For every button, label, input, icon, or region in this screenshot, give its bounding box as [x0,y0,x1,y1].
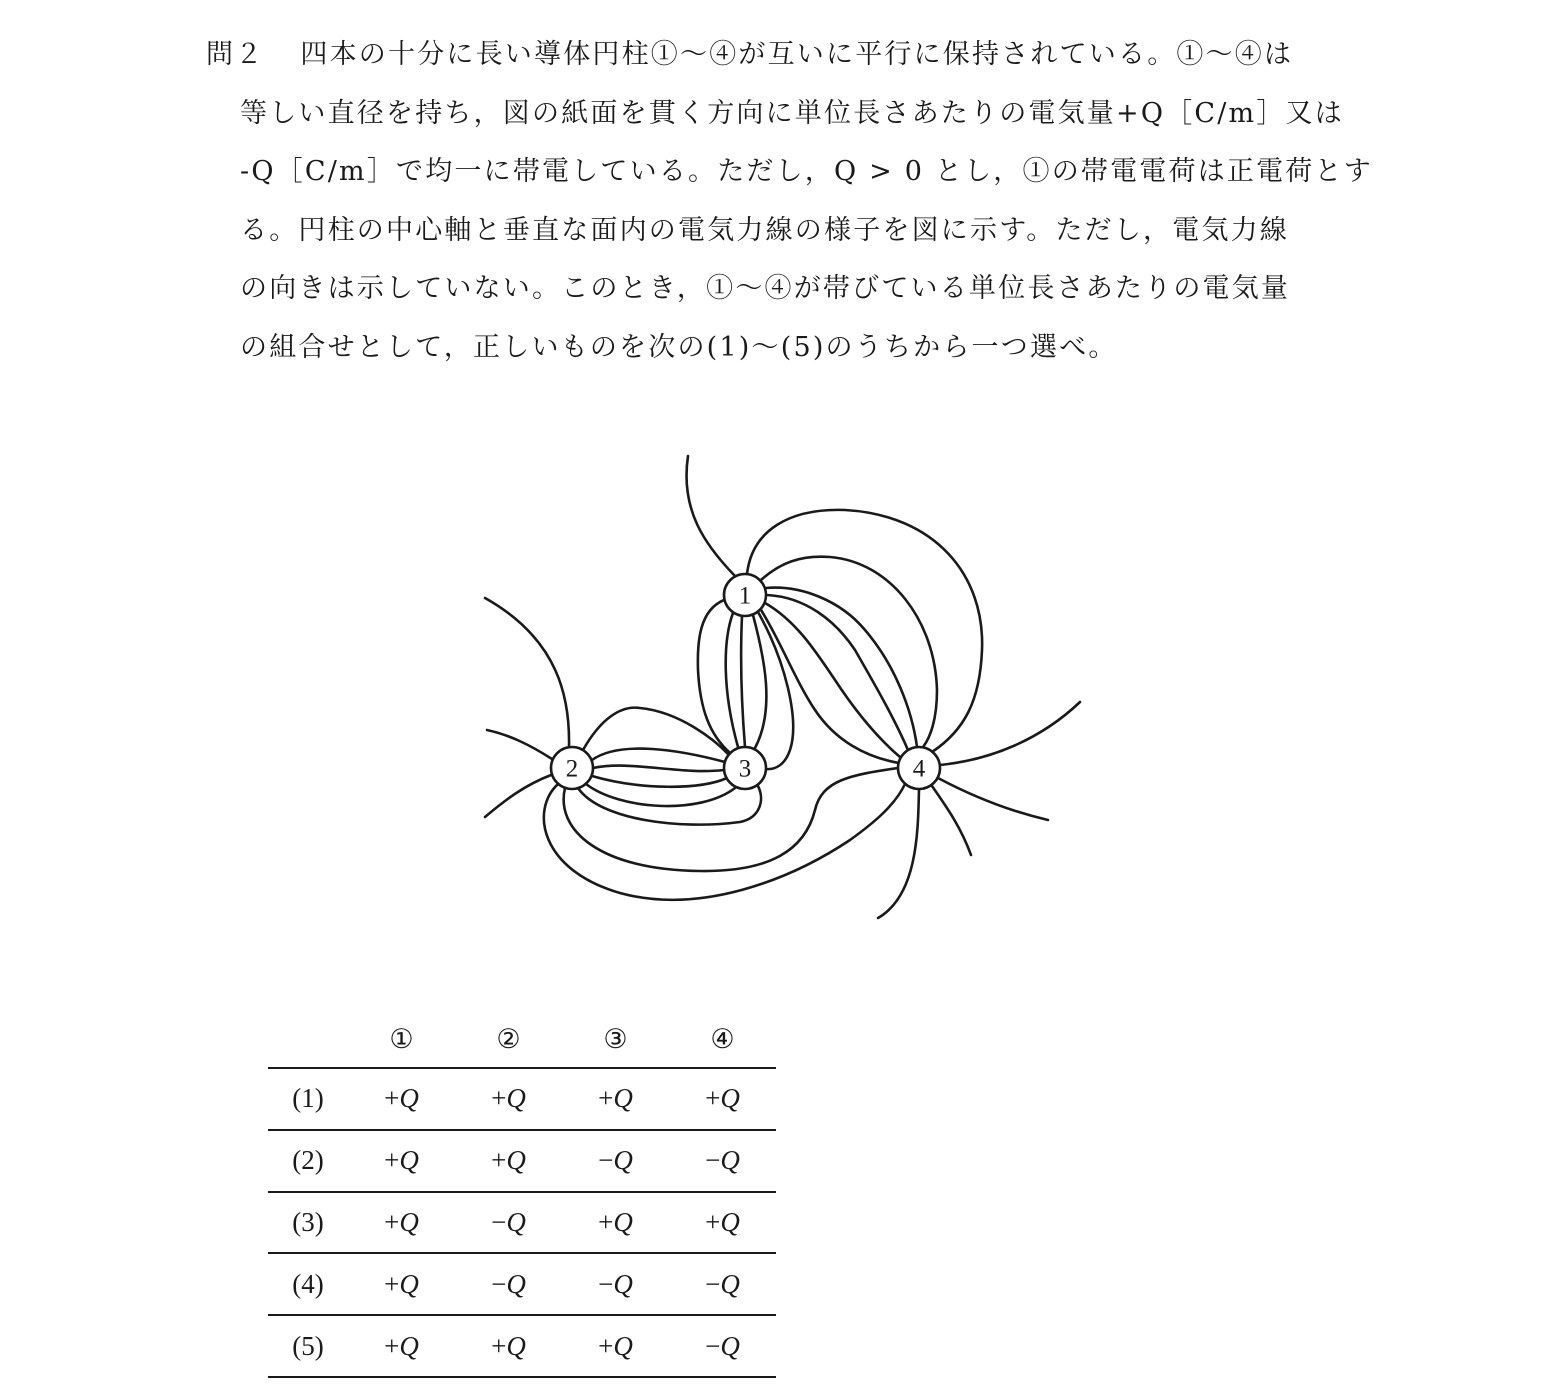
choice-label: (4) [268,1253,348,1315]
field-line-2-to-3-top [583,708,729,755]
question-line-1: 問２ 四本の十分に長い導体円柱①～④が互いに平行に保持されている。①～④は [206,39,1294,70]
field-line-2-left [487,730,552,759]
field-lines [485,456,1080,918]
choice-row-5[interactable] [268,1315,776,1377]
charge-sign: + [384,1206,400,1237]
charge-cylinder-1 [348,1315,455,1377]
charge-sign: − [705,1330,721,1361]
charge-cylinder-2 [455,1253,562,1315]
header-cylinder-4: ④ [669,1012,776,1068]
header-cylinder-1: ① [348,1012,455,1068]
field-line-2-up [485,598,569,747]
question-line-5: の向きは示していない。このとき，①～④が帯びている単位長さあたりの電気量 [240,273,1291,304]
table-header-row [268,1012,776,1068]
field-line-1-to-4-d [767,595,908,750]
cylinder-3 [724,747,766,789]
charge-symbol: Q [399,1206,419,1237]
field-line-1-to-3-d [753,615,766,748]
charge-sign: + [384,1083,400,1114]
field-line-1-to-3-c [741,616,745,747]
charge-cylinder-3 [562,1192,669,1254]
charge-sign: + [491,1330,507,1361]
charge-sign: − [491,1268,507,1299]
charge-cylinder-2 [455,1068,562,1130]
charge-symbol: Q [720,1206,740,1237]
charge-cylinder-4 [669,1315,776,1377]
header-cylinder-2: ② [455,1012,562,1068]
choice-row-4[interactable] [268,1253,776,1315]
charge-cylinder-2 [455,1130,562,1192]
charge-sign: + [491,1083,507,1114]
charge-symbol: Q [506,1083,526,1114]
charge-symbol: Q [720,1083,740,1114]
charge-symbol: Q [720,1330,740,1361]
field-line-4-down-right [932,786,971,855]
choice-row-2[interactable] [268,1130,776,1192]
charge-symbol: Q [399,1268,419,1299]
charge-symbol: Q [720,1145,740,1176]
charge-sign: + [598,1330,614,1361]
question-line-4: る。円柱の中心軸と垂直な面内の電気力線の様子を図に示す。ただし，電気力線 [240,214,1290,246]
question-number: 問２ [206,39,265,70]
header-cylinder-3: ③ [562,1012,669,1068]
choice-label: (5) [268,1315,348,1377]
charge-symbol: Q [399,1083,419,1114]
field-line-4-right-down [938,778,1048,820]
charge-symbol: Q [613,1145,633,1176]
cylinder-1 [724,574,766,616]
field-line-4-right-up [940,702,1080,765]
charge-sign: + [598,1206,614,1237]
charge-symbol: Q [399,1145,419,1176]
charge-cylinder-4 [669,1068,776,1130]
charge-cylinder-1 [348,1068,455,1130]
choice-label: (2) [268,1130,348,1192]
charge-sign: + [598,1083,614,1114]
charge-symbol: Q [613,1268,633,1299]
charge-symbol: Q [506,1330,526,1361]
charge-cylinder-4 [669,1130,776,1192]
charge-sign: + [491,1145,507,1176]
charge-sign: − [705,1268,721,1299]
charge-cylinder-3 [562,1315,669,1377]
question-line-3: -Q［C/m］で均一に帯電している。ただし，Q > 0 とし，①の帯電電荷は正電荷とす [240,156,1373,187]
field-line-2-to-3-d [592,776,727,787]
cylinder-4-label: 4 [912,755,926,783]
charge-symbol: Q [720,1268,740,1299]
field-line-2-to-4-outer-loop [544,784,905,900]
field-line-1-top-left [686,456,735,576]
charge-sign: − [598,1145,614,1176]
charge-cylinder-2 [455,1192,562,1254]
charge-cylinder-3 [562,1068,669,1130]
cylinders [551,574,940,789]
field-line-2-to-3-b [592,749,725,762]
choice-row-3[interactable] [268,1192,776,1254]
field-line-1-to-3-b [726,613,738,747]
charge-symbol: Q [506,1268,526,1299]
cylinder-4 [898,747,940,789]
charge-cylinder-1 [348,1130,455,1192]
choice-row-1[interactable] [268,1068,776,1130]
charge-sign: − [705,1145,721,1176]
charge-symbol: Q [506,1145,526,1176]
charge-sign: + [384,1330,400,1361]
choice-label: (3) [268,1192,348,1254]
table-body [268,1068,776,1377]
field-line-4-down [878,789,919,918]
charge-sign: + [384,1268,400,1299]
charge-cylinder-4 [669,1253,776,1315]
cylinder-3-label: 3 [738,755,752,783]
charge-symbol: Q [613,1330,633,1361]
charge-symbol: Q [399,1330,419,1361]
charge-sign: + [705,1083,721,1114]
answer-choices-table [268,1012,776,1378]
charge-symbol: Q [506,1206,526,1237]
charge-cylinder-3 [562,1130,669,1192]
choice-label: (1) [268,1068,348,1130]
charge-symbol: Q [613,1206,633,1237]
charge-cylinder-1 [348,1192,455,1254]
field-line-2-lower-left [485,775,551,817]
cylinder-1-label: 1 [738,582,752,610]
charge-cylinder-4 [669,1192,776,1254]
charge-cylinder-2 [455,1315,562,1377]
field-line-1-to-4-f [761,610,899,763]
question-line-6: の組合せとして，正しいものを次の(1)～(5)のうちから一つ選べ。 [240,331,1118,363]
question-line-2: 等しい直径を持ち，図の紙面を貫く方向に単位長さあたりの電気量+Q［C/m］又は [240,97,1344,129]
charge-sign: − [491,1206,507,1237]
charge-sign: + [384,1145,400,1176]
charge-symbol: Q [613,1083,633,1114]
header-blank [268,1012,348,1068]
charge-sign: − [598,1268,614,1299]
charge-sign: + [705,1206,721,1237]
field-line-2-to-3-c [593,766,724,771]
cylinder-2 [551,747,593,789]
cylinder-2-label: 2 [565,755,579,783]
charge-cylinder-1 [348,1253,455,1315]
charge-cylinder-3 [562,1253,669,1315]
